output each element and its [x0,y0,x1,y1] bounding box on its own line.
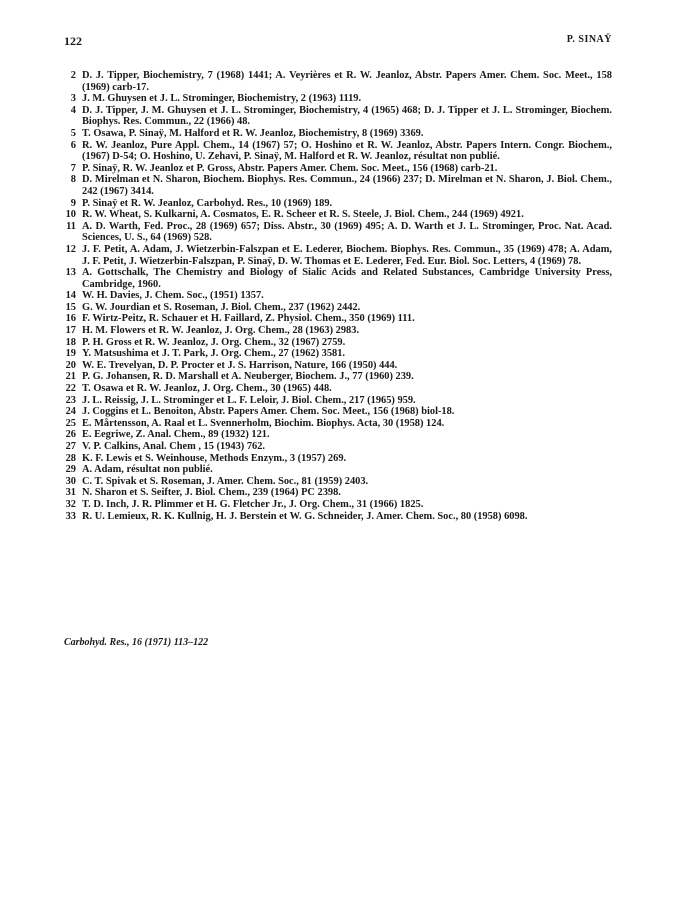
reference-item [64,348,612,360]
reference-number: 21 [65,371,76,383]
reference-item [64,221,612,244]
reference-text: E. Eegriwe, Z. Anal. Chem., 89 (1932) 121. [82,429,270,441]
reference-item [64,360,612,372]
reference-number: 2 [70,70,76,81]
reference-item [64,244,612,267]
reference-number: 29 [65,464,76,476]
reference-item [64,499,612,511]
reference-text: J. M. Ghuysen et J. L. Strominger, Biochemistry, 2 (1963) 1119. [82,93,362,105]
reference-number: 24 [65,406,76,418]
reference-number: 31 [65,487,76,499]
reference-item [64,290,612,302]
reference-text: N. Sharon et S. Seifter, J. Biol. Chem., 239 (1964) PC 2398. [82,487,341,499]
reference-text: R. W. Wheat, S. Kulkarni, A. Cosmatos, E. R. Scheer et R. S. Steele, J. Biol. Chem., 244 (1969) 4921. [82,209,524,221]
reference-item [64,464,612,476]
reference-number: 11 [66,220,76,232]
reference-number: 32 [65,498,76,510]
reference-text: T. Osawa et R. W. Jeanloz, J. Org. Chem., 30 (1965) 448. [82,383,332,395]
page-number: 122 [64,34,82,48]
journal-citation: Carbohyd. Res., 16 (1971) 113–122 [64,637,209,648]
reference-item [64,383,612,395]
reference-number: 15 [65,301,76,313]
reference-number: 28 [65,452,76,464]
reference-item [64,453,612,465]
reference-number: 6 [70,139,76,151]
reference-text: R. U. Lemieux, R. K. Kullnig, H. J. Berstein et W. G. Schneider, J. Amer. Chem. Soc., 80 (1958) 6098. [82,510,528,522]
reference-text: J. Coggins et L. Benoiton, Abstr. Papers Amer. Chem. Soc. Meet., 156 (1968) biol-18. [82,406,455,418]
reference-number: 12 [65,243,76,255]
reference-text: W. E. Trevelyan, D. P. Procter et J. S. Harrison, Nature, 166 (1950) 444. [82,359,398,371]
reference-number: 33 [65,510,76,522]
reference-number: 3 [70,93,76,105]
reference-number: 13 [65,267,76,279]
running-head: P. SINAŸ [566,34,612,45]
reference-text: G. W. Jourdian et S. Roseman, J. Biol. Chem., 237 (1962) 2442. [82,301,361,313]
reference-text: D. Mirelman et N. Sharon, Biochem. Biophys. Res. Commun., 24 (1966) 237; D. Mirelman et N. Sharon, J. Biol. Chem., 242 (1967) 3414. [82,174,612,197]
reference-number: 10 [65,209,76,221]
reference-item [64,337,612,349]
reference-text: D. J. Tipper, Biochemistry, 7 (1968) 1441; A. Veyrières et R. W. Jeanloz, Abstr. Papers Amer. Chem. Soc. Meet., 158 (1969) carb-17. [82,70,612,93]
reference-item [64,325,612,337]
reference-number: 30 [65,475,76,487]
reference-item [64,209,612,221]
reference-item [64,418,612,430]
reference-number: 18 [65,336,76,348]
page-header [64,34,612,50]
reference-text: P. Sinaÿ et R. W. Jeanloz, Carbohyd. Res., 10 (1969) 189. [82,197,333,209]
reference-item [64,371,612,383]
reference-text: A. Adam, résultat non publié. [82,464,213,476]
reference-item [64,487,612,499]
reference-item [64,476,612,488]
reference-text: A. D. Warth, Fed. Proc., 28 (1969) 657; Diss. Abstr., 30 (1969) 495; A. D. Warth et J. L. Strominger, Proc. Nat. Acad. Sciences, U. S., 64 (1969) 528. [82,220,612,244]
reference-item [64,163,612,175]
reference-text: T. Osawa, P. Sinaÿ, M. Halford et R. W. Jeanloz, Biochemistry, 8 (1969) 3369. [82,127,424,139]
reference-number: 5 [70,127,76,139]
reference-item [64,395,612,407]
reference-number: 20 [65,359,76,371]
reference-number: 14 [65,290,76,302]
reference-text: P. G. Johansen, R. D. Marshall et A. Neuberger, Biochem. J., 77 (1960) 239. [82,371,414,383]
reference-text: F. Wirtz-Peitz, R. Schauer et H. Faillard, Z. Physiol. Chem., 350 (1969) 111. [82,313,415,325]
reference-text: P. Sinaÿ, R. W. Jeanloz et P. Gross, Abstr. Papers Amer. Chem. Soc. Meet., 156 (1968) carb-21. [82,162,498,174]
reference-item [64,174,612,197]
reference-text: Y. Matsushima et J. T. Park, J. Org. Chem., 27 (1962) 3581. [82,348,346,360]
reference-item [64,429,612,441]
reference-item [64,198,612,210]
reference-text: V. P. Calkins, Anal. Chem , 15 (1943) 762. [82,441,266,452]
reference-item [64,441,612,453]
reference-item [64,302,612,314]
reference-number: 27 [65,441,76,452]
reference-text: H. M. Flowers et R. W. Jeanloz, J. Org. Chem., 28 (1963) 2983. [82,325,360,337]
reference-text: P. H. Gross et R. W. Jeanloz, J. Org. Chem., 32 (1967) 2759. [82,336,346,348]
reference-list [64,70,612,522]
reference-item [64,511,612,523]
reference-item [64,93,612,105]
reference-text: A. Gottschalk, The Chemistry and Biology of Sialic Acids and Related Substances, Cambridge University Press, Cambridge, 1960. [82,267,612,290]
reference-number: 17 [65,325,76,337]
reference-text: J. L. Reissig, J. L. Strominger et L. F. Leloir, J. Biol. Chem., 217 (1965) 959. [82,394,416,406]
reference-item [64,105,612,128]
reference-number: 26 [65,429,76,441]
reference-item [64,128,612,140]
reference-item [64,406,612,418]
reference-text: E. Mårtensson, A. Raal et L. Svennerholm, Biochim. Biophys. Acta, 30 (1958) 124. [82,417,445,429]
reference-number: 19 [65,348,76,360]
reference-text: T. D. Inch, J. R. Plimmer et H. G. Fletcher Jr., J. Org. Chem., 31 (1966) 1825. [82,498,424,510]
reference-item [64,70,612,93]
reference-number: 16 [65,313,76,325]
reference-text: D. J. Tipper, J. M. Ghuysen et J. L. Strominger, Biochemistry, 4 (1965) 468; D. J. Tipper et J. L. Strominger, Biochem. Biophys. Res. Commun., 22 (1966) 48. [82,104,612,128]
reference-text: C. T. Spivak et S. Roseman, J. Amer. Chem. Soc., 81 (1959) 2403. [82,475,369,487]
reference-item [64,140,612,163]
reference-number: 9 [70,197,76,209]
reference-number: 25 [65,417,76,429]
reference-item [64,313,612,325]
reference-number: 7 [70,162,76,174]
reference-text: W. H. Davies, J. Chem. Soc., (1951) 1357. [82,290,264,302]
reference-number: 23 [65,394,76,406]
reference-number: 8 [70,174,76,186]
reference-number: 4 [70,104,76,116]
reference-item [64,267,612,290]
reference-text: K. F. Lewis et S. Weinhouse, Methods Enzym., 3 (1957) 269. [82,452,347,464]
reference-number: 22 [65,383,76,395]
reference-text: J. F. Petit, A. Adam, J. Wietzerbin-Falszpan et E. Lederer, Biochem. Biophys. Res. Commun., 35 (1969) 478; A. Adam, J. F. Petit, J. Wietzerbin-Falszpan, P. Sinaÿ, D. W. Thomas et E. Lederer, Fed. Eur. Biol. Soc. Letters, 4 (1969) 78. [82,243,612,267]
reference-text: R. W. Jeanloz, Pure Appl. Chem., 14 (1967) 57; O. Hoshino et R. W. Jeanloz, Abstr. Papers Intern. Congr. Biochem., (1967) D-54; O. Hoshino, U. Zehavi, P. Sinaÿ, M. Halford et R. W. Jeanloz, résultat non publié. [82,139,612,163]
